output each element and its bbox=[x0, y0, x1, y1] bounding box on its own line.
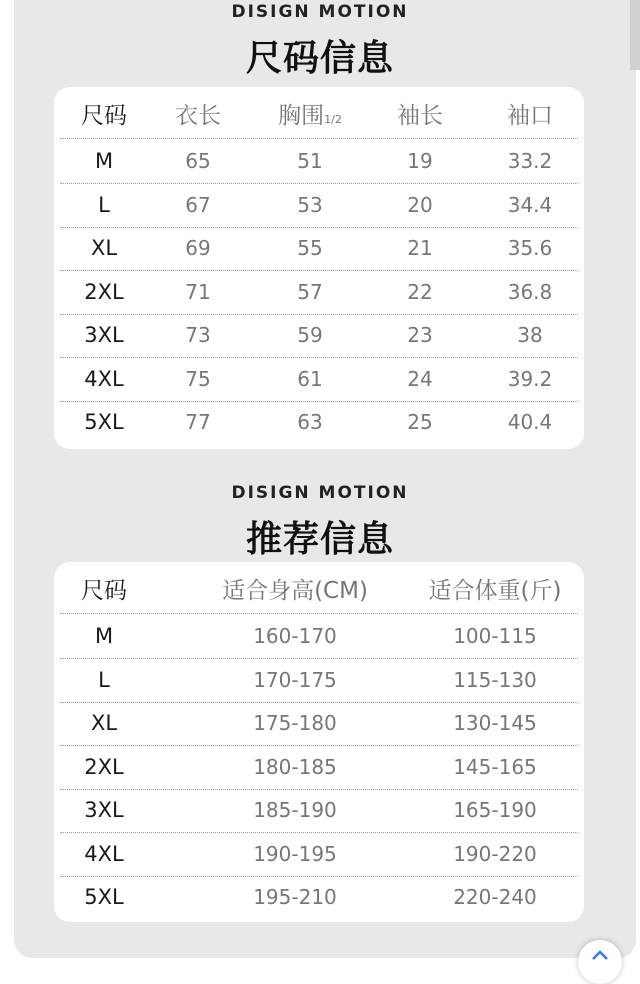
section-title-size-info: 尺码信息 bbox=[245, 38, 394, 79]
table-row bbox=[60, 746, 578, 790]
size-cell: M bbox=[94, 624, 114, 648]
header-sleeve: 袖长 bbox=[397, 103, 443, 129]
header-chest-suffix: 1/2 bbox=[324, 113, 342, 126]
size-cell: 2XL bbox=[84, 754, 124, 779]
value-cell: 190-195 bbox=[253, 841, 337, 866]
table-row bbox=[60, 227, 578, 271]
chevron-up-icon bbox=[590, 948, 610, 962]
value-cell: 22 bbox=[407, 279, 433, 304]
value-cell: 63 bbox=[297, 410, 323, 434]
header-weight: 适合体重(斤) bbox=[428, 578, 562, 604]
table-row bbox=[60, 401, 578, 444]
header-size: 尺码 bbox=[81, 578, 127, 604]
header-chest-label: 胸围 bbox=[278, 103, 325, 129]
value-cell: 195-210 bbox=[253, 885, 337, 909]
value-cell: 75 bbox=[185, 366, 211, 391]
value-cell: 165-190 bbox=[453, 798, 537, 822]
value-cell: 35.6 bbox=[507, 236, 553, 260]
size-cell: 5XL bbox=[84, 885, 124, 909]
value-cell: 190-220 bbox=[453, 841, 537, 866]
size-cell: XL bbox=[90, 711, 118, 735]
size-info-table bbox=[54, 87, 584, 449]
size-cell: L bbox=[98, 667, 110, 692]
value-cell: 25 bbox=[407, 410, 433, 434]
value-cell: 57 bbox=[297, 279, 323, 304]
table-row bbox=[60, 789, 578, 833]
size-cell: L bbox=[98, 192, 110, 217]
value-cell: 21 bbox=[407, 236, 433, 260]
value-cell: 39.2 bbox=[507, 366, 553, 391]
table-row bbox=[60, 140, 578, 184]
value-cell: 170-175 bbox=[253, 667, 337, 692]
value-cell: 23 bbox=[407, 323, 433, 347]
header-cuff: 袖口 bbox=[507, 103, 553, 129]
size-cell: 4XL bbox=[84, 841, 124, 866]
scroll-to-top-button[interactable] bbox=[578, 940, 622, 984]
section-title-recommendation: 推荐信息 bbox=[245, 519, 394, 560]
table-row bbox=[60, 358, 578, 402]
value-cell: 67 bbox=[185, 192, 211, 217]
value-cell: 220-240 bbox=[453, 885, 537, 909]
value-cell: 24 bbox=[407, 366, 433, 391]
value-cell: 40.4 bbox=[507, 410, 553, 434]
value-cell: 175-180 bbox=[253, 711, 337, 735]
value-cell: 100-115 bbox=[453, 624, 537, 648]
value-cell: 71 bbox=[185, 279, 211, 304]
recommendation-table bbox=[54, 562, 584, 922]
header-size: 尺码 bbox=[81, 103, 127, 129]
header-height: 适合身高(CM) bbox=[222, 578, 368, 604]
table-row bbox=[60, 659, 578, 703]
table-row bbox=[60, 184, 578, 228]
value-cell: 160-170 bbox=[253, 624, 337, 648]
value-cell: 77 bbox=[185, 410, 211, 434]
table-row bbox=[60, 702, 578, 746]
table-header-row bbox=[60, 95, 578, 139]
value-cell: 73 bbox=[185, 323, 211, 347]
brand-label: DISIGN MOTION bbox=[231, 2, 409, 22]
value-cell: 65 bbox=[185, 149, 211, 173]
size-cell: 3XL bbox=[84, 798, 124, 822]
brand-label: DISIGN MOTION bbox=[231, 483, 409, 503]
value-cell: 145-165 bbox=[453, 754, 537, 779]
table-row bbox=[60, 833, 578, 877]
size-cell: 2XL bbox=[84, 279, 124, 304]
value-cell: 61 bbox=[297, 366, 323, 391]
value-cell: 51 bbox=[297, 149, 323, 173]
value-cell: 33.2 bbox=[507, 149, 553, 173]
header-chest bbox=[250, 95, 370, 138]
size-cell: 5XL bbox=[84, 410, 124, 434]
value-cell: 38 bbox=[517, 323, 543, 347]
value-cell: 19 bbox=[407, 149, 433, 173]
value-cell: 53 bbox=[297, 192, 323, 217]
value-cell: 20 bbox=[407, 192, 433, 217]
size-cell: 3XL bbox=[84, 323, 124, 347]
size-cell: XL bbox=[90, 236, 118, 260]
header-length: 衣长 bbox=[175, 103, 221, 129]
value-cell: 69 bbox=[185, 236, 211, 260]
value-cell: 115-130 bbox=[453, 667, 537, 692]
value-cell: 55 bbox=[297, 236, 323, 260]
value-cell: 185-190 bbox=[253, 798, 337, 822]
table-row bbox=[60, 314, 578, 358]
size-cell: M bbox=[94, 149, 114, 173]
value-cell: 36.8 bbox=[507, 279, 553, 304]
table-row bbox=[60, 876, 578, 919]
value-cell: 130-145 bbox=[453, 711, 537, 735]
table-header-row bbox=[60, 570, 578, 614]
size-cell: 4XL bbox=[84, 366, 124, 391]
table-row bbox=[60, 271, 578, 315]
value-cell: 34.4 bbox=[507, 192, 553, 217]
value-cell: 180-185 bbox=[253, 754, 337, 779]
value-cell: 59 bbox=[297, 323, 323, 347]
table-row bbox=[60, 615, 578, 659]
